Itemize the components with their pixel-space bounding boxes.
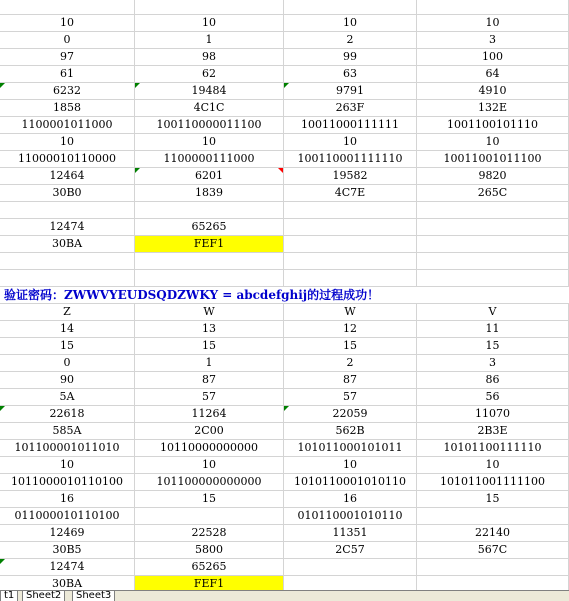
grid-cell[interactable]: 4910 (417, 83, 569, 99)
grid-cell[interactable]: 22528 (135, 525, 284, 541)
grid-row (0, 338, 569, 355)
grid-cell[interactable]: 1858 (0, 100, 135, 116)
grid-cell[interactable]: 10 (135, 457, 284, 473)
grid-row (0, 457, 569, 474)
grid-cell[interactable]: 16 (0, 491, 135, 507)
grid-cell[interactable]: 2B3E (417, 423, 569, 439)
grid-cell[interactable]: 30B0 (0, 185, 135, 201)
grid-row (0, 49, 569, 66)
grid-cell[interactable]: 57 (135, 389, 284, 405)
grid-cell[interactable]: 100 (417, 49, 569, 65)
grid-row (0, 100, 569, 117)
grid-row (0, 406, 569, 423)
grid-cell[interactable] (284, 0, 417, 14)
grid-cell[interactable]: 61 (0, 66, 135, 82)
grid-row (0, 355, 569, 372)
grid-cell[interactable] (417, 270, 569, 286)
comment-indicator-icon (278, 168, 283, 173)
grid-cell[interactable]: 65265 (135, 559, 284, 575)
grid-row (0, 372, 569, 389)
grid-cell[interactable] (284, 253, 417, 269)
grid-cell[interactable] (0, 270, 135, 286)
grid-cell[interactable]: 30B5 (0, 542, 135, 558)
grid-cell[interactable]: FEF1 (135, 576, 284, 592)
grid-cell[interactable]: 10 (284, 15, 417, 31)
grid-cell[interactable]: 101100001011010 (0, 440, 135, 456)
grid-row (0, 389, 569, 406)
grid-cell[interactable]: 1 (135, 32, 284, 48)
grid-cell[interactable] (284, 236, 417, 252)
grid-cell[interactable]: 22618 (0, 406, 135, 422)
grid-cell[interactable]: 14 (0, 321, 135, 337)
grid-row (0, 168, 569, 185)
grid-cell[interactable]: 19484 (135, 83, 284, 99)
grid-cell[interactable]: 100110000011100 (135, 117, 284, 133)
sheet-tab-bar (0, 590, 569, 601)
grid-cell[interactable]: 86 (417, 372, 569, 388)
grid-row (0, 185, 569, 202)
grid-cell[interactable]: 10011000111111 (284, 117, 417, 133)
grid-cell[interactable]: 1001100101110 (417, 117, 569, 133)
grid-cell[interactable]: 30BA (0, 236, 135, 252)
grid-row (0, 440, 569, 457)
tab-sheet1[interactable]: t1 (0, 591, 18, 601)
grid-cell[interactable]: 11000010110000 (0, 151, 135, 167)
grid-row-partial (0, 0, 569, 15)
grid-row (0, 491, 569, 508)
grid-cell[interactable] (417, 236, 569, 252)
grid-cell[interactable]: 2C57 (284, 542, 417, 558)
grid-cell[interactable]: Z (0, 304, 135, 320)
grid-cell[interactable] (0, 202, 135, 218)
grid-cell[interactable]: 12474 (0, 559, 135, 575)
grid-cell[interactable]: 10 (284, 134, 417, 150)
grid-cell[interactable]: 12 (284, 321, 417, 337)
grid-cell[interactable]: 1100001011000 (0, 117, 135, 133)
grid-row (0, 508, 569, 525)
grid-cell[interactable]: 10101100111110 (417, 440, 569, 456)
grid-cell[interactable]: 12469 (0, 525, 135, 541)
tab-sheet3[interactable]: Sheet3 (72, 591, 115, 601)
grid-cell[interactable]: 57 (284, 389, 417, 405)
grid-cell[interactable]: 64 (417, 66, 569, 82)
grid-cell[interactable]: 11 (417, 321, 569, 337)
grid-cell[interactable]: 9820 (417, 168, 569, 184)
error-indicator-icon (0, 406, 5, 411)
grid-cell[interactable]: 15 (0, 338, 135, 354)
grid-cell[interactable] (0, 253, 135, 269)
grid-cell[interactable]: 56 (417, 389, 569, 405)
grid-cell[interactable]: 15 (417, 491, 569, 507)
grid-cell[interactable]: 5800 (135, 542, 284, 558)
grid-row (0, 151, 569, 168)
grid-row (0, 236, 569, 253)
grid-cell[interactable]: 10 (417, 134, 569, 150)
grid-row (0, 15, 569, 32)
grid-row (0, 321, 569, 338)
grid-cell[interactable]: 10 (135, 15, 284, 31)
grid-cell[interactable]: 100110001111110 (284, 151, 417, 167)
grid-cell[interactable]: 11070 (417, 406, 569, 422)
grid-cell[interactable]: 011000010110100 (0, 508, 135, 524)
grid-cell[interactable] (284, 270, 417, 286)
grid-row (0, 219, 569, 236)
grid-cell[interactable]: 585A (0, 423, 135, 439)
grid-cell[interactable]: 3 (417, 355, 569, 371)
grid-cell[interactable]: FEF1 (135, 236, 284, 252)
grid-cell[interactable]: 62 (135, 66, 284, 82)
grid-cell[interactable]: 1839 (135, 185, 284, 201)
error-indicator-icon (284, 83, 289, 88)
grid-cell[interactable] (135, 202, 284, 218)
grid-cell[interactable]: 265C (417, 185, 569, 201)
grid-cell[interactable]: 4C7E (284, 185, 417, 201)
grid-cell[interactable]: 63 (284, 66, 417, 82)
grid-cell[interactable] (417, 219, 569, 235)
grid-row (0, 253, 569, 270)
grid-cell[interactable]: 15 (417, 338, 569, 354)
error-indicator-icon (135, 83, 140, 88)
grid-cell[interactable] (135, 253, 284, 269)
grid-cell[interactable]: 6201 (135, 168, 284, 184)
grid-cell[interactable]: 1011000010110100 (0, 474, 135, 490)
grid-cell[interactable]: 10 (417, 15, 569, 31)
grid-cell[interactable]: 97 (0, 49, 135, 65)
banner-text: 验证密码：ZWWVYEUDSQDZWKY = abcdefghij的过程成功！ (4, 288, 380, 302)
grid-cell[interactable]: 90 (0, 372, 135, 388)
grid-cell[interactable]: 10 (284, 457, 417, 473)
grid-cell[interactable]: 263F (284, 100, 417, 116)
grid-cell[interactable]: 10011001011100 (417, 151, 569, 167)
banner-row (0, 287, 569, 304)
grid-cell[interactable]: 2 (284, 32, 417, 48)
error-indicator-icon (0, 559, 5, 564)
grid-cell[interactable]: 15 (135, 338, 284, 354)
error-indicator-icon (135, 168, 140, 173)
grid-cell[interactable]: 101011001111100 (417, 474, 569, 490)
grid-cell[interactable]: 10 (0, 134, 135, 150)
grid-row (0, 83, 569, 100)
grid-cell[interactable] (417, 559, 569, 575)
grid-cell[interactable]: 11351 (284, 525, 417, 541)
grid-cell[interactable] (135, 508, 284, 524)
grid-cell[interactable]: 87 (284, 372, 417, 388)
grid-cell[interactable]: 1100000111000 (135, 151, 284, 167)
grid-row (0, 525, 569, 542)
tab-sheet2[interactable]: Sheet2 (22, 591, 65, 601)
grid-cell[interactable]: 11264 (135, 406, 284, 422)
grid-cell[interactable]: 19582 (284, 168, 417, 184)
grid-cell[interactable]: 10 (0, 15, 135, 31)
grid-cell[interactable]: 15 (135, 491, 284, 507)
grid-cell[interactable]: 1 (135, 355, 284, 371)
grid-row (0, 304, 569, 321)
grid-cell[interactable]: 99 (284, 49, 417, 65)
grid-cell[interactable]: 10 (0, 457, 135, 473)
grid-row (0, 559, 569, 576)
grid-cell[interactable] (417, 202, 569, 218)
grid-cell[interactable]: V (417, 304, 569, 320)
grid-cell[interactable]: 2C00 (135, 423, 284, 439)
grid-cell[interactable]: 0 (0, 355, 135, 371)
error-indicator-icon (284, 406, 289, 411)
grid-row (0, 32, 569, 49)
grid-row (0, 202, 569, 219)
grid-cell[interactable]: 0 (0, 32, 135, 48)
grid-cell[interactable]: 132E (417, 100, 569, 116)
grid-cell[interactable]: 12464 (0, 168, 135, 184)
grid-cell[interactable] (135, 0, 284, 14)
grid-cell[interactable]: 2 (284, 355, 417, 371)
grid-cell[interactable]: 65265 (135, 219, 284, 235)
grid-row (0, 66, 569, 83)
grid-row (0, 270, 569, 287)
grid-cell[interactable]: W (284, 304, 417, 320)
grid-cell[interactable]: W (135, 304, 284, 320)
grid-cell[interactable]: 15 (284, 338, 417, 354)
grid-row (0, 117, 569, 134)
grid-cell[interactable]: 87 (135, 372, 284, 388)
grid-cell[interactable]: 10110000000000 (135, 440, 284, 456)
grid-cell[interactable] (417, 0, 569, 14)
grid-cell[interactable]: 16 (284, 491, 417, 507)
grid-cell[interactable]: 10 (135, 134, 284, 150)
grid-cell[interactable]: 13 (135, 321, 284, 337)
grid-row (0, 134, 569, 151)
grid-cell[interactable]: 010110001010110 (284, 508, 417, 524)
grid-cell[interactable] (284, 559, 417, 575)
grid-cell[interactable]: 567C (417, 542, 569, 558)
grid-cell[interactable] (417, 253, 569, 269)
grid-cell[interactable]: 101100000000000 (135, 474, 284, 490)
grid-cell[interactable]: 98 (135, 49, 284, 65)
grid-cell[interactable] (284, 202, 417, 218)
grid-cell[interactable]: 4C1C (135, 100, 284, 116)
grid-cell[interactable]: 30BA (0, 576, 135, 592)
grid-cell[interactable]: 22059 (284, 406, 417, 422)
grid-cell[interactable]: 562B (284, 423, 417, 439)
grid-cell[interactable]: 22140 (417, 525, 569, 541)
grid-row (0, 542, 569, 559)
grid-cell[interactable]: 101011000101011 (284, 440, 417, 456)
grid-cell[interactable] (417, 508, 569, 524)
grid-cell[interactable] (135, 270, 284, 286)
grid-cell[interactable]: 1010110001010110 (284, 474, 417, 490)
grid-cell[interactable] (0, 0, 135, 14)
grid-cell[interactable]: 9791 (284, 83, 417, 99)
grid-cell[interactable]: 12474 (0, 219, 135, 235)
error-indicator-icon (0, 83, 5, 88)
grid-cell[interactable]: 10 (417, 457, 569, 473)
grid-row (0, 474, 569, 491)
grid-cell[interactable]: 5A (0, 389, 135, 405)
grid-row (0, 423, 569, 440)
grid-cell[interactable] (284, 219, 417, 235)
grid-cell[interactable]: 3 (417, 32, 569, 48)
grid-cell[interactable]: 6232 (0, 83, 135, 99)
